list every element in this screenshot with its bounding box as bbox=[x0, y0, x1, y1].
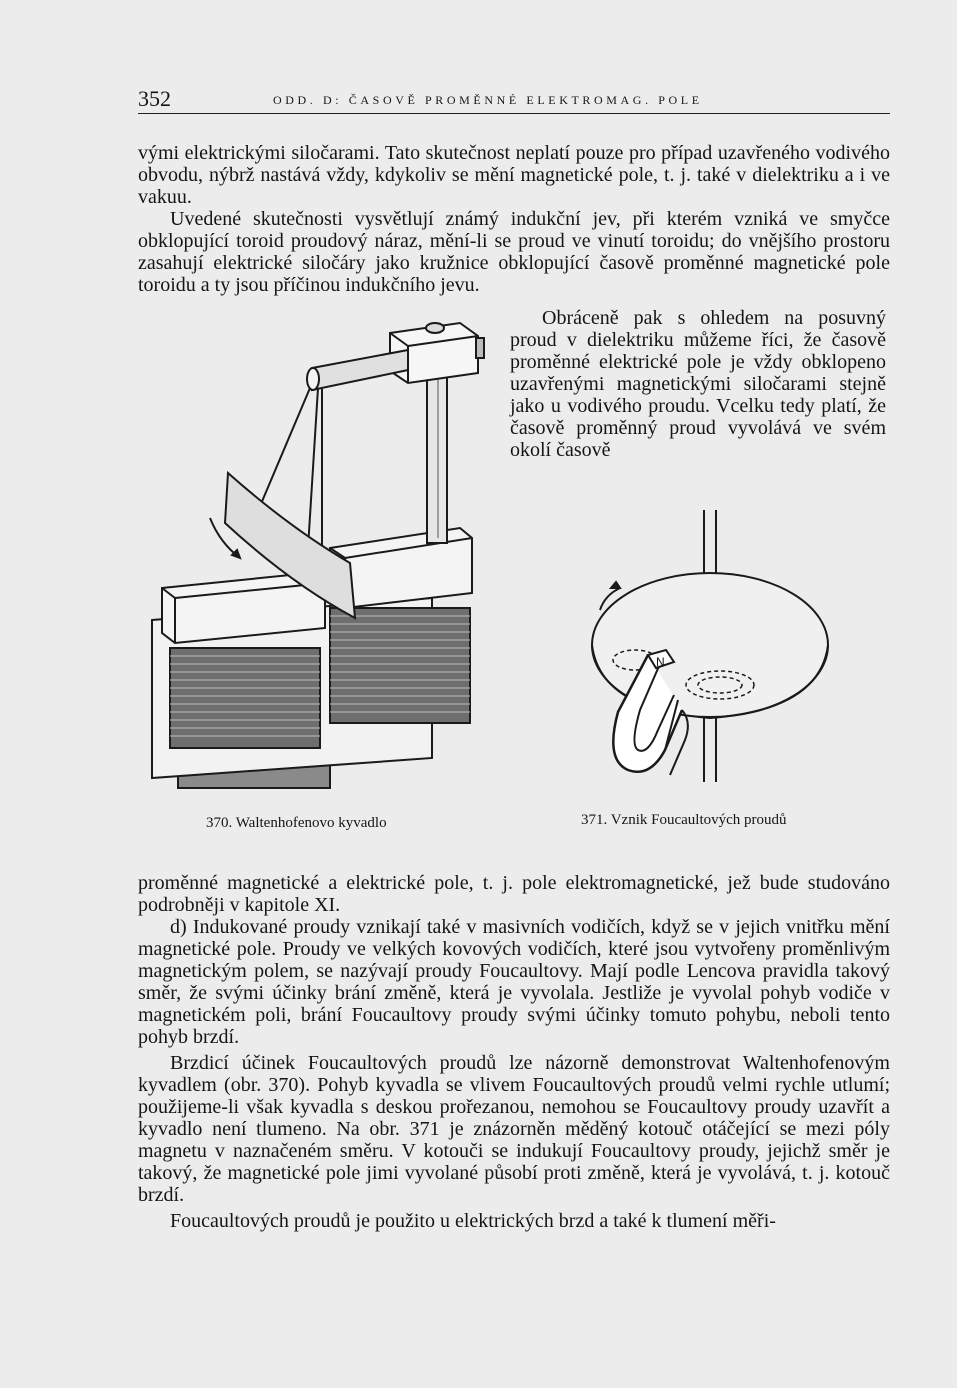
paragraph-3: Obráceně pak s ohledem na posuvný proud v dielektriku můžeme říci, že časově proměnné elektrické pole je vždy obklopeno uzavřenými magnetickými siločarami stejně jako u vodivého proudu. Vcelku tedy platí, že časově proměnný proud vyvolává ve svém okolí časově bbox=[510, 307, 886, 461]
figure-371-caption: 371. Vznik Foucaultových proudů bbox=[581, 812, 787, 828]
paragraph-5: d) Indukované proudy vznikají také v masivních vodičích, když se v jejich vnitřku mění magnetické pole. Proudy ve velkých kovových vodičích, které jsou vytvořeny proměnlivým magnetickým polem, se nazývají proudy Foucaultovy. Mají podle Lencova pravidla takový směr, že svými účinky brání změně, která je vyvolala. Jestliže je vyvolal pohyb vodiče v magnetickém poli, brání Foucaultovy proudy svými účinky tomuto pohybu, neboli tento pohyb brzdí. bbox=[138, 916, 890, 1048]
paragraph-6: Brzdicí účinek Foucaultových proudů lze názorně demonstrovat Waltenhofenovým kyvadlem (obr. 370). Pohyb kyvadla se vlivem Foucaultových proudů velmi rychle utlumí; použijeme-li však kyvadla s deskou prořezanou, nemohou se Foucaultovy proudy uzavřít a kyvadlo není tlumeno. Na obr. 371 je znázorněn měděný kotouč otáčející se mezi póly magnetu v naznačeném směru. V kotouči se indukují Foucaultovy proudy, jejichž směr je takový, že magnetické pole jimi vyvolané působí proti změně, která je vyvolává, t. j. kotouč brzdí. bbox=[138, 1052, 890, 1206]
foucault-disc-illustration bbox=[570, 500, 860, 800]
magnet-pole-label: N bbox=[656, 655, 665, 669]
section-title: ODD. D: ČASOVĚ PROMĚNNÉ ELEKTROMAG. POLE bbox=[273, 93, 703, 107]
page-number: 352 bbox=[138, 86, 171, 111]
header-rule bbox=[138, 113, 890, 114]
paragraph-2: Uvedené skutečnosti vysvětlují známý indukční jev, při kterém vzniká ve smyčce obklopující toroid proudový náraz, mění-li se proud ve vinutí toroidu; do vnějšího prostoru zasahují elektrické siločáry jako kružnice obklopující časově proměnné magnetické pole toroidu a ty jsou příčinou indukčního jevu. bbox=[138, 208, 890, 296]
paragraph-1: vými elektrickými siločarami. Tato skutečnost neplatí pouze pro případ uzavřeného vodivého obvodu, nýbrž nastává vždy, kdykoliv se mění magnetické pole, t. j. také v dielektriku a i ve vakuu. bbox=[138, 142, 890, 208]
figure-370-caption: 370. Waltenhofenovo kyvadlo bbox=[206, 815, 387, 831]
waltenhofen-pendulum-illustration bbox=[140, 308, 485, 803]
paragraph-4: proměnné magnetické a elektrické pole, t. j. pole elektromagnetické, jež bude studováno podrobněji v kapitole XI. bbox=[138, 872, 890, 916]
running-head bbox=[138, 86, 890, 116]
paragraph-7: Foucaultových proudů je použito u elektrických brzd a také k tlumení měři- bbox=[170, 1210, 776, 1232]
